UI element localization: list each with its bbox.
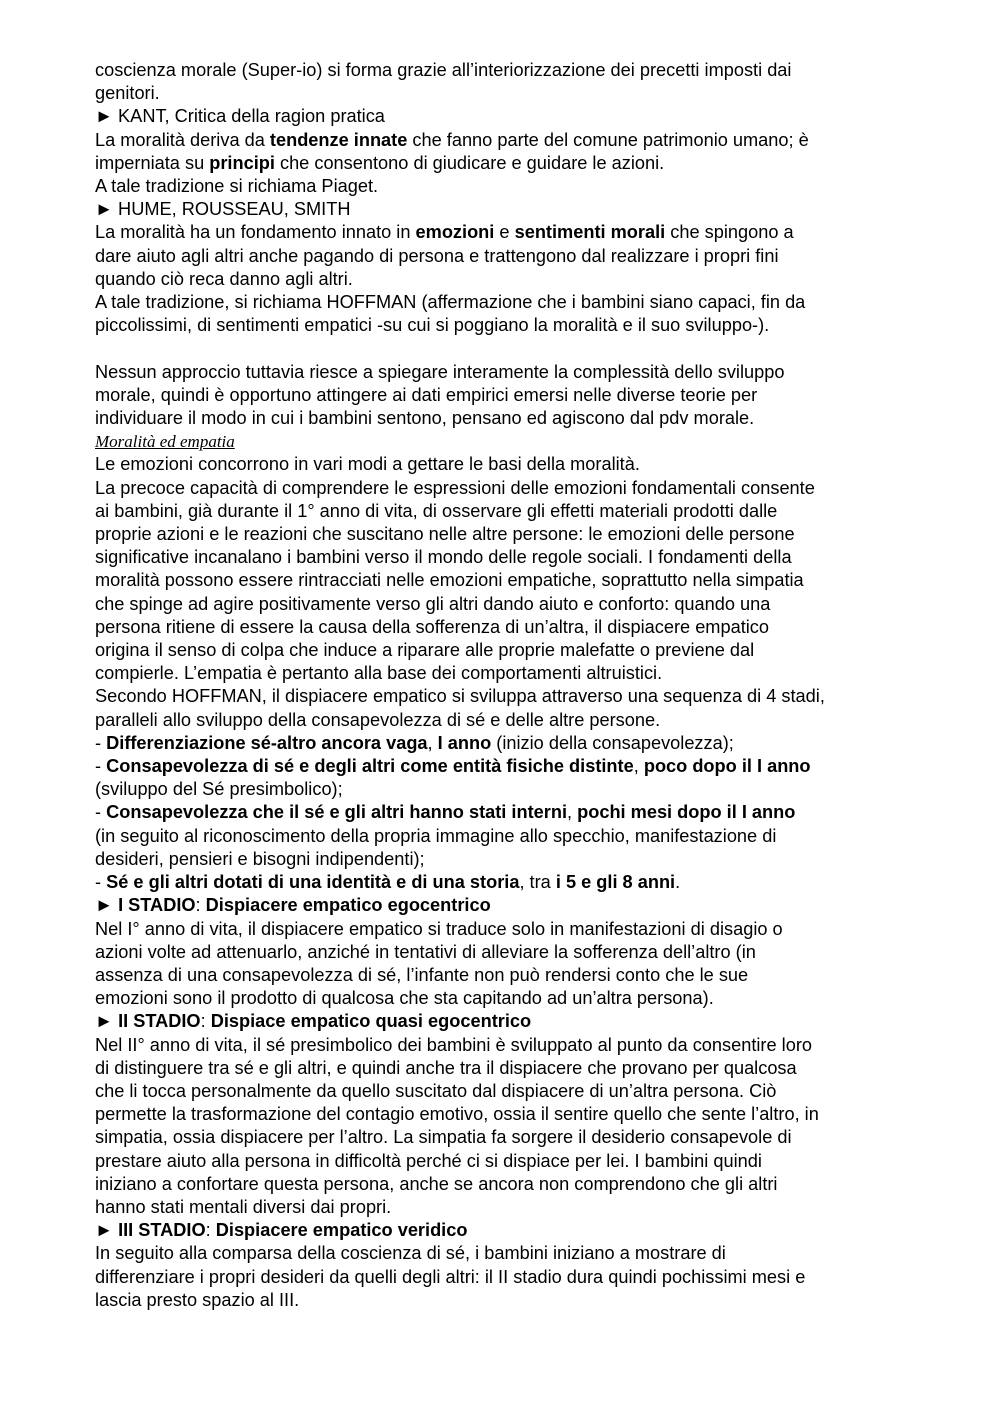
bold-text: sentimenti morali — [514, 222, 666, 243]
text-line — [95, 569, 906, 592]
text-segment: simpatia, ossia dispiacere per l’altro. La simpatia fa sorgere il desiderio consapevole di — [95, 1127, 792, 1148]
text-line — [95, 918, 906, 941]
text-segment: genitori. — [95, 83, 160, 104]
text-segment: La moralità deriva da — [95, 129, 270, 150]
text-segment: emozioni sono il prodotto di qualcosa che sta capitando ad un’altra persona). — [95, 988, 714, 1009]
bold-text: Dispiace empatico quasi egocentrico — [210, 1011, 532, 1032]
text-line — [95, 1196, 906, 1219]
text-line — [95, 801, 906, 824]
text-line — [95, 1242, 906, 1265]
text-segment: - — [95, 756, 107, 777]
bold-text: principi — [209, 152, 275, 173]
bold-text: I anno — [437, 732, 492, 753]
text-line — [95, 500, 906, 523]
text-segment: - — [95, 802, 107, 823]
text-segment: La precoce capacità di comprendere le espressioni delle emozioni fondamentali consente — [95, 477, 815, 498]
text-line — [95, 314, 906, 337]
text-segment: paralleli allo sviluppo della consapevolezza di sé e delle altre persone. — [95, 709, 661, 730]
text-segment: ai bambini, già durante il 1° anno di vita, di osservare gli effetti materiali prodotti dalle — [95, 500, 778, 521]
text-segment: , — [567, 802, 578, 823]
text-line — [95, 639, 906, 662]
text-line — [95, 198, 906, 221]
text-line — [95, 1080, 906, 1103]
text-line — [95, 593, 906, 616]
text-segment: Nessun approccio tuttavia riesce a spiegare interamente la complessità dello sviluppo — [95, 361, 785, 382]
text-segment: compierle. L’empatia è pertanto alla base dei comportamenti altruistici. — [95, 663, 663, 684]
text-line — [95, 1103, 906, 1126]
text-segment: significative incanalano i bambini verso il mondo delle regole sociali. I fondamenti della — [95, 547, 792, 568]
text-segment: , — [427, 732, 438, 753]
text-segment: moralità possono essere rintracciati nelle emozioni empatiche, soprattutto nella simpatia — [95, 570, 804, 591]
text-line — [95, 245, 906, 268]
text-segment: iniziano a confortare questa persona, anche se ancora non comprendono che gli altri — [95, 1173, 778, 1194]
text-line — [95, 152, 906, 175]
bold-text: Consapevolezza di sé e degli altri come entità fisiche distinte — [106, 756, 634, 777]
text-segment: differenziare i propri desideri da quelli degli altri: il II stadio dura quindi pochissimi mesi e — [95, 1266, 806, 1287]
text-line — [95, 129, 906, 152]
text-line — [95, 361, 906, 384]
text-line — [95, 1173, 906, 1196]
text-line — [95, 871, 906, 894]
bold-text: Dispiacere empatico egocentrico — [205, 895, 491, 916]
text-segment: individuare il modo in cui i bambini sentono, pensano ed agiscono dal pdv morale. — [95, 408, 755, 429]
text-segment: origina il senso di colpa che induce a riparare alle proprie malefatte o previene dal — [95, 640, 755, 661]
text-segment: persona ritiene di essere la causa della sofferenza di un’altra, il dispiacere empatico — [95, 616, 769, 637]
text-line — [95, 1034, 906, 1057]
text-segment: In seguito alla comparsa della coscienza di sé, i bambini iniziano a mostrare di — [95, 1243, 726, 1264]
text-line — [95, 384, 906, 407]
text-segment: proprie azioni e le reazioni che suscitano nelle altre persone: le emozioni delle persone — [95, 524, 795, 545]
text-segment: lascia presto spazio al III. — [95, 1289, 300, 1310]
text-segment: Secondo HOFFMAN, il dispiacere empatico si sviluppa attraverso una sequenza di 4 stadi, — [95, 686, 825, 707]
text-segment: : — [195, 895, 206, 916]
text-segment: - — [95, 732, 107, 753]
text-line — [95, 546, 906, 569]
text-line — [95, 523, 906, 546]
text-segment: permette la trasformazione del contagio emotivo, ossia il sentire quello che sente l’altro, in — [95, 1104, 819, 1125]
blank-line — [95, 337, 906, 360]
text-line — [95, 941, 906, 964]
bold-text: III STADIO — [118, 1220, 206, 1241]
text-segment: prestare aiuto alla persona in difficoltà perché ci si dispiace per lei. I bambini quindi — [95, 1150, 762, 1171]
text-segment: che consentono di giudicare e guidare le azioni. — [274, 152, 665, 173]
text-segment: Nel I° anno di vita, il dispiacere empatico si traduce solo in manifestazioni di disagio o — [95, 918, 783, 939]
text-segment: hanno stati mentali diversi dai propri. — [95, 1196, 392, 1217]
text-line — [95, 894, 906, 917]
text-line — [95, 268, 906, 291]
text-segment: assenza di una consapevolezza di sé, l’infante non può rendersi conto che le sue — [95, 964, 749, 985]
bold-text: poco dopo il I anno — [643, 756, 811, 777]
text-segment: : — [200, 1011, 211, 1032]
text-line — [95, 964, 906, 987]
text-line — [95, 987, 906, 1010]
text-segment: (inizio della consapevolezza); — [491, 732, 734, 753]
text-segment: Le emozioni concorrono in vari modi a gettare le basi della moralità. — [95, 454, 640, 475]
text-line — [95, 1219, 906, 1242]
text-line — [95, 732, 906, 755]
text-line — [95, 755, 906, 778]
text-line — [95, 477, 906, 500]
text-segment: che spingono a — [665, 222, 794, 243]
bold-text: pochi mesi dopo il I anno — [577, 802, 796, 823]
text-line — [95, 685, 906, 708]
text-segment: di distinguere tra sé e gli altri, e quindi anche tra il dispiacere che provano per qualcosa — [95, 1057, 797, 1078]
text-segment: ► HUME, ROUSSEAU, SMITH — [95, 199, 351, 220]
text-segment: A tale tradizione si richiama Piaget. — [95, 176, 379, 197]
text-line — [95, 778, 906, 801]
bold-text: Differenziazione sé-altro ancora vaga — [106, 732, 428, 753]
text-segment: morale, quindi è opportuno attingere ai dati empirici emersi nelle diverse teorie per — [95, 384, 758, 405]
text-line — [95, 59, 906, 82]
bold-text: II STADIO — [118, 1011, 201, 1032]
text-segment: , tra — [519, 872, 556, 893]
text-segment: e — [494, 222, 515, 243]
text-segment: - — [95, 872, 107, 893]
text-line — [95, 1057, 906, 1080]
bold-text: I STADIO — [118, 895, 196, 916]
text-line — [95, 175, 906, 198]
text-line — [95, 221, 906, 244]
text-segment: , — [633, 756, 644, 777]
text-line — [95, 291, 906, 314]
text-segment: . — [675, 872, 681, 893]
text-line — [95, 848, 906, 871]
text-segment: La moralità ha un fondamento innato in — [95, 222, 416, 243]
text-segment: che spinge ad agire positivamente verso gli altri dando aiuto e conforto: quando una — [95, 593, 771, 614]
text-line — [95, 709, 906, 732]
text-segment: : — [205, 1220, 216, 1241]
bold-text: Sé e gli altri dotati di una identità e di una storia — [106, 872, 520, 893]
text-segment: desideri, pensieri e bisogni indipendenti); — [95, 848, 425, 869]
text-line — [95, 1289, 906, 1312]
bold-text: emozioni — [415, 222, 495, 243]
text-segment: ► — [95, 1220, 119, 1241]
text-segment: che fanno parte del comune patrimonio umano; è — [407, 129, 809, 150]
text-segment: coscienza morale (Super-io) si forma grazie all’interiorizzazione dei precetti imposti dai — [95, 60, 792, 80]
text-segment: ► — [95, 1011, 119, 1032]
text-line — [95, 662, 906, 685]
bold-text: tendenze innate — [269, 129, 408, 150]
bold-text: Dispiacere empatico veridico — [215, 1220, 468, 1241]
text-segment: che li tocca personalmente da quello suscitato dal dispiacere di un’altra persona. Ciò — [95, 1080, 777, 1101]
text-segment: imperniata su — [95, 152, 210, 173]
bold-text: i 5 e gli 8 anni — [555, 872, 676, 893]
text-line — [95, 1126, 906, 1149]
text-segment: Nel II° anno di vita, il sé presimbolico dei bambini è sviluppato al punto da consentire loro — [95, 1034, 812, 1055]
text-segment: (sviluppo del Sé presimbolico); — [95, 779, 343, 800]
text-segment: dare aiuto agli altri anche pagando di persona e trattengono dal realizzare i propri fini — [95, 245, 779, 266]
text-segment: A tale tradizione, si richiama HOFFMAN (affermazione che i bambini siano capaci, fin da — [95, 292, 806, 313]
text-line — [95, 1150, 906, 1173]
text-line — [95, 616, 906, 639]
text-line — [95, 825, 906, 848]
text-segment: ► — [95, 895, 119, 916]
text-segment: ► KANT, Critica della ragion pratica — [95, 106, 385, 127]
text-segment: (in seguito al riconoscimento della propria immagine allo specchio, manifestazione di — [95, 825, 777, 846]
text-line — [95, 1266, 906, 1289]
text-line — [95, 105, 906, 128]
text-line — [95, 407, 906, 430]
bold-text: Consapevolezza che il sé e gli altri hanno stati interni — [106, 802, 567, 823]
text-line — [95, 1010, 906, 1033]
text-segment: quando ciò reca danno agli altri. — [95, 268, 353, 289]
text-line — [95, 453, 906, 476]
text-line — [95, 82, 906, 105]
section-heading-line — [95, 430, 906, 453]
section-heading: Moralità ed empatia — [95, 432, 235, 452]
text-segment: piccolissimi, di sentimenti empatici -su cui si poggiano la moralità e il suo sviluppo-). — [95, 315, 770, 336]
text-segment: azioni volte ad attenuarlo, anziché in tentativi di alleviare la sofferenza dell’altro (in — [95, 941, 756, 962]
